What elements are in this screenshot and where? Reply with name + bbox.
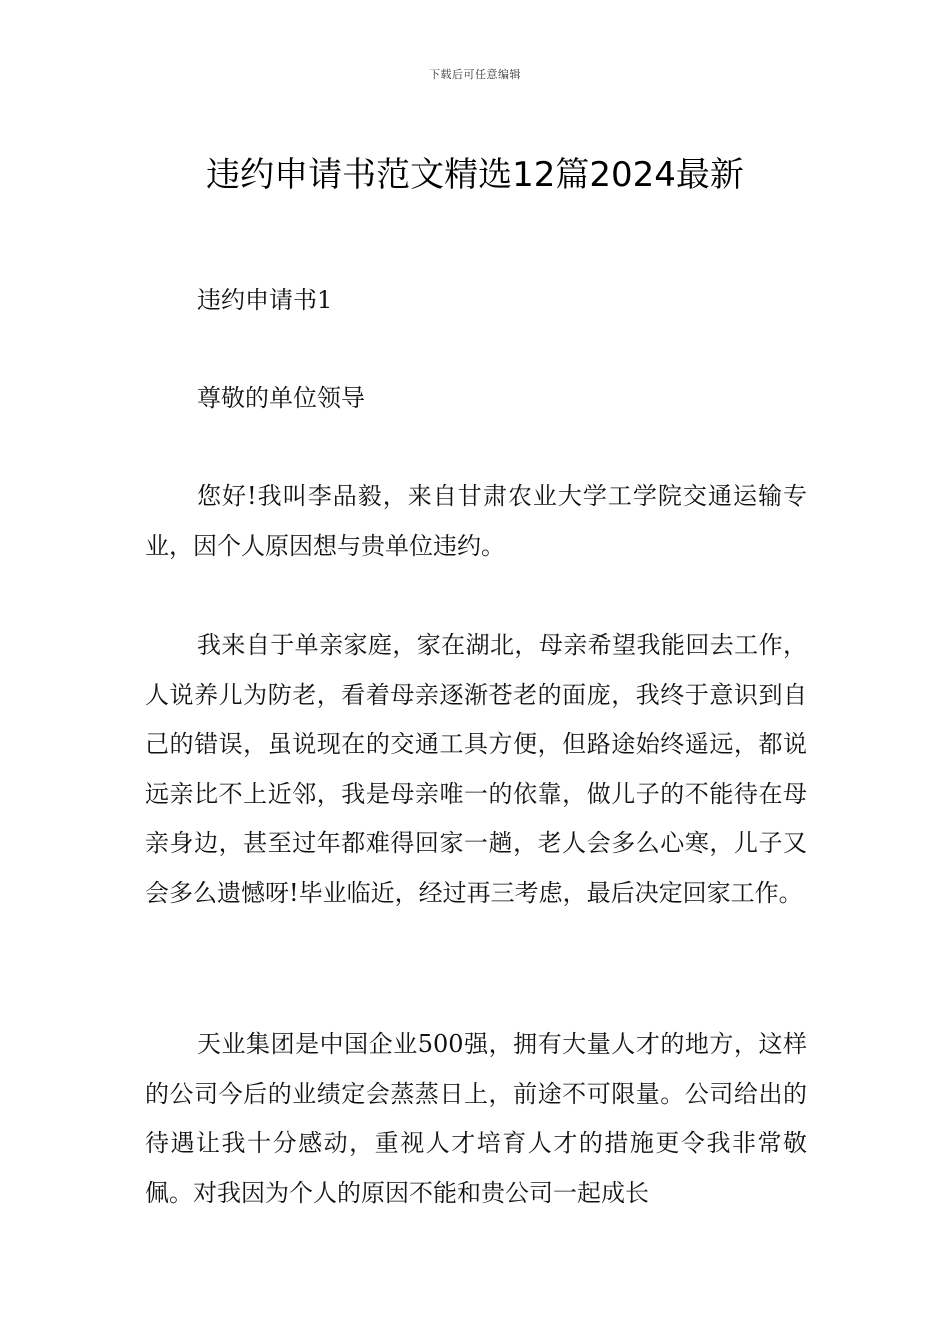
document-title: 违约申请书范文精选12篇2024最新 — [206, 154, 744, 195]
paragraph: 您好!我叫李品毅，来自甘肃农业大学工学院交通运输专业，因个人原因想与贵单位违约。 — [145, 482, 807, 560]
section-heading: 违约申请书1 — [197, 286, 333, 314]
paragraph: 我来自于单亲家庭，家在湖北，母亲希望我能回去工作，人说养儿为防老，看着母亲逐渐苍老的面庞，我终于意识到自己的错误，虽说现在的交通工具方便，但路途始终遥远，都说远亲比不上近邻，我是母亲唯一的依靠，做儿子的不能待在母亲身边，甚至过年都难得回家一趟，老人会多么心寒，儿子又会多么遗憾呀!毕业临近，经过再三考虑，最后决定回家工作。 — [145, 631, 807, 907]
paragraph: 天业集团是中国企业500强，拥有大量人才的地方，这样的公司今后的业绩定会蒸蒸日上，前途不可限量。公司给出的待遇让我十分感动，重视人才培育人才的措施更令我非常敬佩。对我因为个人的原因不能和贵公司一起成长 — [145, 1030, 807, 1207]
header-note: 下载后可任意编辑 — [429, 68, 521, 81]
salutation: 尊敬的单位领导 — [197, 384, 365, 412]
